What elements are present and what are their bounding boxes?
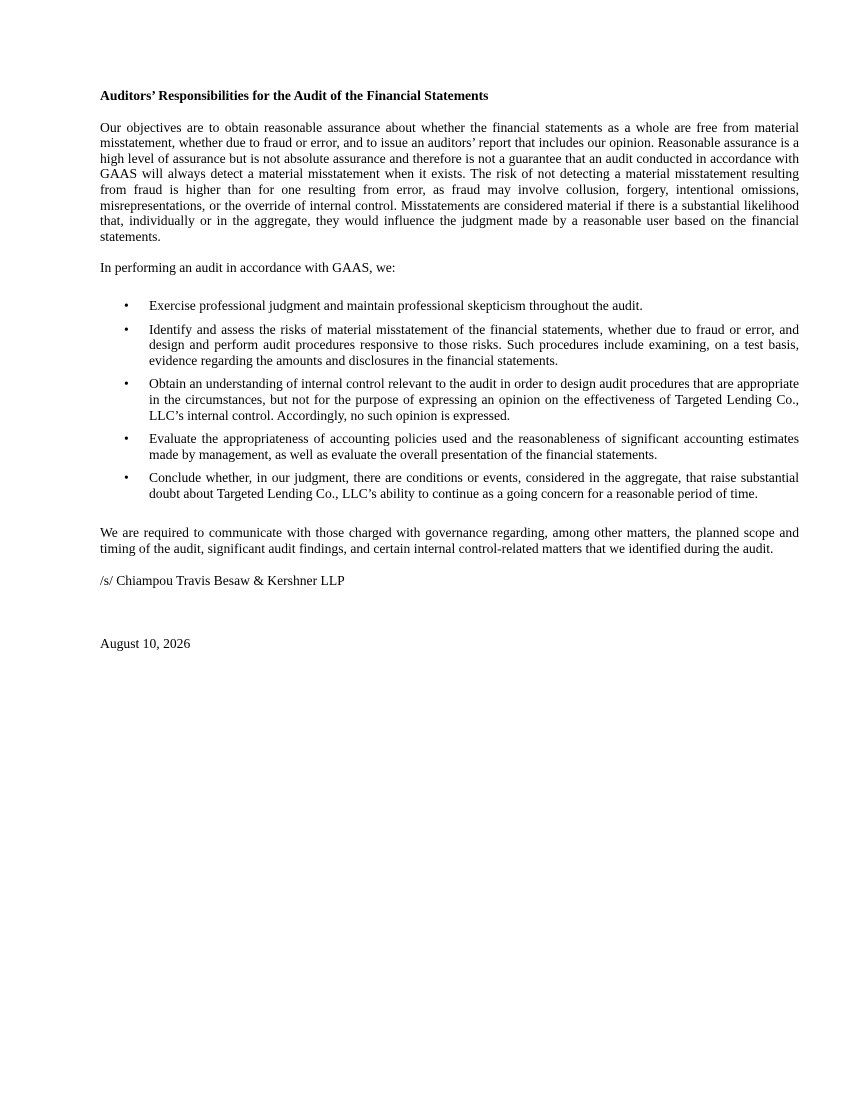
report-date: August 10, 2026: [100, 636, 191, 652]
procedures-intro: In performing an audit in accordance with GAAS, we:: [100, 260, 396, 276]
bullet-icon: •: [124, 297, 129, 313]
bullet-icon: •: [124, 431, 129, 447]
list-item-text: Obtain an understanding of internal control relevant to the audit in order to design audit procedures that are appropriate in the circumstances, but not for the purpose of expressing an opinion on the effectiveness of Targeted Lending Co., LLC’s internal control. Accordingly, no such opinion is expressed.: [149, 376, 799, 423]
document-page: [100, 88, 799, 652]
list-item: [100, 322, 799, 369]
procedures-list: [100, 298, 799, 502]
objectives-paragraph: Our objectives are to obtain reasonable assurance about whether the financial statements as a whole are free from material misstatement, whether due to fraud or error, and to issue an auditors’ report that includes our opinion. Reasonable assurance is a high level of assurance but is not absolute assurance and therefore is not a guarantee that an audit conducted in accordance with GAAS will always detect a material misstatement when it exists. The risk of not detecting a material misstatement resulting from fraud is higher than for one resulting from error, as fraud may involve collusion, forgery, intentional omissions, misrepresentations, or the override of internal control. Misstatements are considered material if there is a substantial likelihood that, individually or in the aggregate, they would influence the judgment made by a reasonable user based on the financial statements.: [100, 119, 799, 244]
list-item-text: Evaluate the appropriateness of accounting policies used and the reasonableness of significant accounting estimates made by management, as well as evaluate the overall presentation of the financial statements.: [149, 431, 799, 462]
bullet-icon: •: [124, 470, 129, 486]
list-item: [100, 298, 799, 314]
list-item-text: Exercise professional judgment and maintain professional skepticism throughout the audit.: [149, 297, 643, 313]
bullet-icon: •: [124, 321, 129, 337]
list-item-text: Conclude whether, in our judgment, there are conditions or events, considered in the aggregate, that raise substantial doubt about Targeted Lending Co., LLC’s ability to continue as a going concern for a reasonable period of time.: [149, 470, 799, 501]
list-item: [100, 470, 799, 501]
auditor-signature: /s/ Chiampou Travis Besaw & Kershner LLP: [100, 572, 345, 588]
governance-paragraph: We are required to communicate with those charged with governance regarding, among other matters, the planned scope and timing of the audit, significant audit findings, and certain internal control-related matters that we identified during the audit.: [100, 525, 799, 557]
list-item: [100, 431, 799, 462]
list-item: [100, 376, 799, 423]
section-heading: Auditors’ Responsibilities for the Audit of the Financial Statements: [100, 88, 489, 103]
list-item-text: Identify and assess the risks of material misstatement of the financial statements, whether due to fraud or error, and design and perform audit procedures responsive to those risks. Such procedures include examining, on a test basis, evidence regarding the amounts and disclosures in the financial statements.: [149, 321, 799, 368]
bullet-icon: •: [124, 376, 129, 392]
